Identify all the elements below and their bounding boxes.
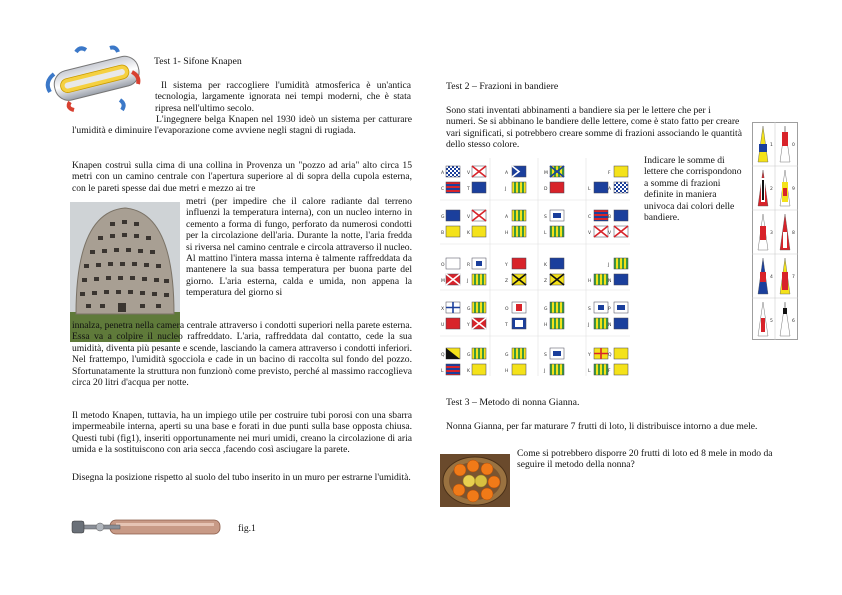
svg-text:H: H	[505, 231, 509, 236]
test3-title: Test 3 – Metodo di nonna Gianna.	[446, 397, 580, 408]
svg-text:C: C	[588, 215, 592, 220]
svg-text:G: G	[544, 307, 548, 312]
svg-text:B: B	[441, 231, 445, 236]
svg-text:Q: Q	[441, 353, 445, 358]
test1-paragraph-3: Knapen costruì sulla cima di una collina in Provenza un "pozzo ad aria" alto circa 15 metri con un camino centrale con l'apertura superiore al di sopra della cupola esterna, con le pareti spesse dai due metri e mezzo ai tre	[72, 160, 412, 194]
svg-text:S: S	[544, 215, 547, 220]
svg-text:L: L	[441, 369, 444, 374]
svg-text:J: J	[467, 279, 469, 284]
test1-paragraph-1: Il sistema per raccogliere l'umidità atmosferica è un'antica tecnologia, largamente ignorata nei tempi moderni, che è stata ripresa nell'ultimo secolo.	[155, 80, 411, 114]
porous-tube-figure	[70, 512, 230, 542]
svg-text:S: S	[588, 307, 591, 312]
svg-text:3: 3	[770, 231, 773, 236]
svg-text:F: F	[608, 171, 611, 176]
svg-text:Z: Z	[505, 279, 509, 284]
svg-text:Z: Z	[544, 279, 548, 284]
svg-text:G: G	[505, 353, 509, 358]
svg-text:C: C	[441, 187, 445, 192]
svg-text:8: 8	[792, 231, 795, 236]
svg-text:O: O	[441, 263, 445, 268]
svg-text:O: O	[505, 307, 509, 312]
svg-text:G: G	[441, 215, 445, 220]
figure-caption: fig.1	[238, 523, 256, 534]
svg-text:L: L	[544, 231, 547, 236]
svg-text:R: R	[467, 263, 471, 268]
svg-text:4: 4	[770, 275, 773, 280]
svg-text:A: A	[505, 215, 509, 220]
svg-text:A: A	[505, 171, 509, 176]
svg-text:B: B	[608, 215, 612, 220]
svg-text:T: T	[467, 187, 470, 192]
svg-text:P: P	[608, 307, 611, 312]
test3-paragraph: Nonna Gianna, per far maturare 7 frutti di loto, li distribuisce intorno a due mele.	[446, 421, 758, 432]
svg-text:U: U	[441, 323, 445, 328]
svg-text:Y: Y	[588, 353, 591, 358]
test1-paragraph-6: Il metodo Knapen, tuttavia, ha un impiego utile per costruire tubi porosi con una sbarra impermeabile interna, aperti su una base e forati in due punti sulla base opposta chiusa. Questi tubi (fig1), inseriti opportunamente nei muri umidi, creano la circolazione di aria umida e la sostituiscono con aria secca ,facendo così asciugare la parete.	[72, 410, 412, 456]
svg-text:M: M	[544, 171, 548, 176]
svg-text:9: 9	[792, 187, 795, 192]
svg-text:7: 7	[792, 275, 795, 280]
svg-text:X: X	[441, 307, 445, 312]
test1-paragraph-7: Disegna la posizione rispetto al suolo del tubo inserito in un muro per estrarne l'umidità.	[72, 472, 411, 483]
svg-text:G: G	[467, 307, 471, 312]
svg-text:1: 1	[770, 143, 773, 148]
svg-text:F: F	[608, 369, 611, 374]
test1-paragraph-4: metri (per impedire che il calore radiante dal terreno influenzi la temperatura interna), con un nucleo interno in cemento a forma di fungo, perforato da numerosi condotti per la circolazione dell'aria. Durante la notte, l'aria fredda si riversa nel camino centrale e circola attraverso il nucleo. Al mattino l'intera massa interna è talmente raffreddata da mantenere la sua bassa temperatura per buona parte del giorno. L'aria esterna, calda e umida, non appena la temperatura del giorno si	[186, 196, 412, 299]
svg-text:H: H	[588, 279, 592, 284]
test2-title: Test 2 – Frazioni in bandiere	[446, 81, 559, 92]
svg-text:A: A	[441, 171, 445, 176]
svg-text:S: S	[544, 353, 547, 358]
svg-text:K: K	[467, 369, 470, 374]
svg-text:V: V	[467, 215, 471, 220]
svg-text:J: J	[588, 323, 590, 328]
svg-text:T: T	[505, 323, 508, 328]
siphon-diagram	[40, 42, 148, 112]
test2-instruction: Indicare le somme di lettere che corrispondono a somme di frazioni definite in maniera univoca dai colori delle bandiere.	[644, 155, 742, 224]
test2-intro: Sono stati inventati abbinamenti a bandiere sia per le lettere che per i numeri. Se si abbinano le bandiere delle lettere, come è stato fatto per creare vari significati, si potrebbero creare somme di frazioni associando le quantità dello stesso colore.	[446, 105, 742, 151]
svg-text:H: H	[505, 369, 509, 374]
svg-text:V: V	[588, 231, 592, 236]
svg-text:D: D	[544, 187, 548, 192]
svg-text:A: A	[608, 187, 612, 192]
svg-text:2: 2	[770, 187, 773, 192]
svg-text:5: 5	[770, 319, 773, 324]
fruit-basket-photo	[440, 454, 510, 507]
svg-text:Y: Y	[505, 263, 508, 268]
svg-text:Y: Y	[467, 323, 470, 328]
test1-paragraph-5: innalza, penetra nella camera centrale attraverso i condotti superiori nella parete esterna. Essa va a colpire il nucleo raffreddato. L'aria, raffreddata dal contatto, cede la sua umidità, diventa più pesante e scende, lasciando la camera attraverso i condotti inferiori. Nel frattempo, l'umidità sgocciola e cade in un bacino di raccolta sul fondo del pozzo. Sfortunatamente la struttura non funzionò come previsto, perché al massimo raccoglieva circa 20 litri d'acqua per notte.	[72, 320, 412, 389]
test1-paragraph-2: L'ingegnere belga Knapen nel 1930 ideò un sistema per catturare l'umidità e diminuire l'evaporazione come avviene negli stagni di rugiada.	[72, 114, 412, 137]
svg-text:H: H	[544, 323, 548, 328]
svg-text:L: L	[588, 187, 591, 192]
svg-text:M: M	[441, 279, 445, 284]
svg-text:0: 0	[792, 143, 795, 148]
siphon-illustration-icon	[40, 42, 148, 112]
svg-text:V: V	[467, 171, 471, 176]
svg-text:6: 6	[792, 319, 795, 324]
pennant-flags-panel	[752, 122, 798, 340]
svg-text:Q: Q	[608, 353, 612, 358]
svg-text:J: J	[544, 369, 546, 374]
svg-text:J: J	[608, 263, 610, 268]
flag-grid	[440, 158, 640, 378]
svg-text:N: N	[608, 279, 612, 284]
svg-text:J: J	[505, 187, 507, 192]
svg-text:V: V	[608, 231, 612, 236]
svg-text:L: L	[588, 369, 591, 374]
test1-title: Test 1- Sifone Knapen	[154, 56, 242, 67]
svg-text:K: K	[467, 231, 470, 236]
svg-text:N: N	[608, 323, 612, 328]
svg-text:K: K	[544, 263, 547, 268]
test3-question: Come si potrebbero disporre 20 frutti di loto ed 8 mele in modo da seguire il metodo della nonna?	[517, 448, 773, 471]
svg-text:G: G	[467, 353, 471, 358]
